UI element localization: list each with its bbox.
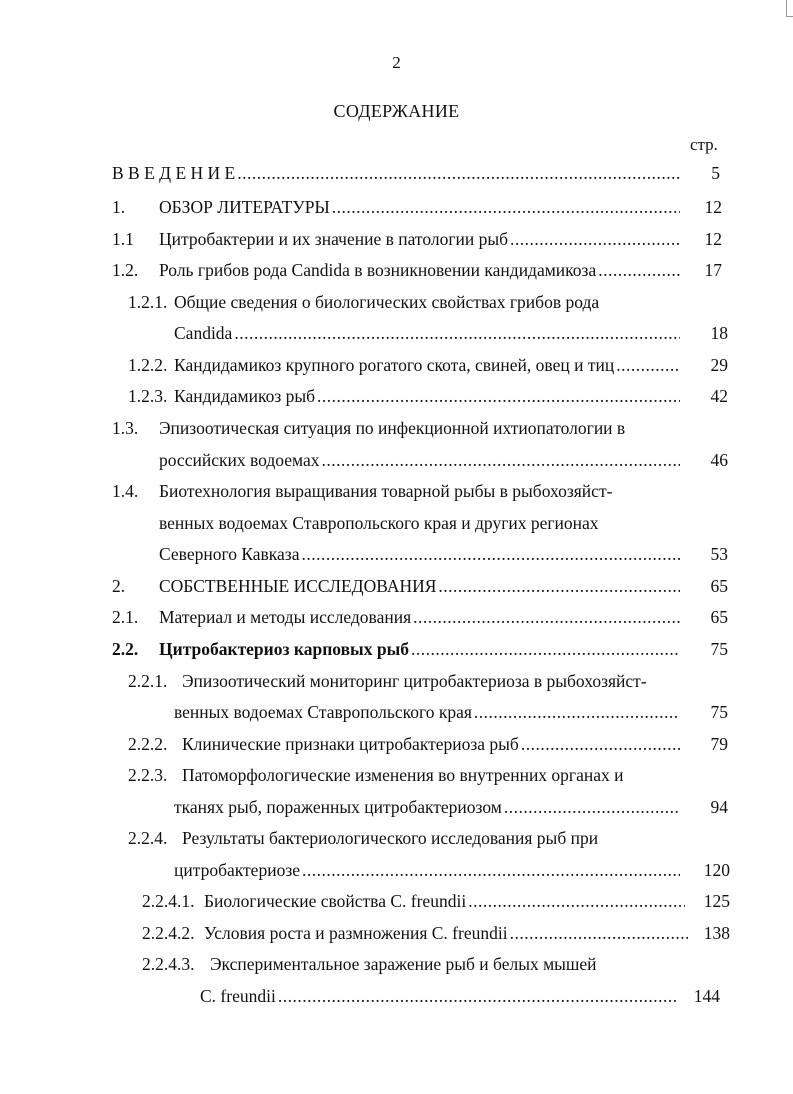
leader-dots [302, 859, 680, 881]
toc-entry-text-continued: Северного Кавказа [159, 544, 300, 564]
toc-entry-text: Патоморфологические изменения во внутренних органах и [182, 765, 624, 785]
toc-entry-page: 29 [710, 355, 728, 375]
toc-entry [159, 543, 680, 565]
toc-entry-text: СОБСТВЕННЫЕ ИССЛЕДОВАНИЯ [159, 576, 437, 596]
toc-entry-text: Биотехнология выращивания товарной рыбы в рыбохозяйст- [159, 481, 613, 501]
toc-entry [182, 733, 680, 755]
toc-entry-text: Роль грибов рода Candida в возникновении кандидамикоза [159, 260, 597, 280]
corner-mark [786, 0, 793, 17]
toc-entry-text: Клинические признаки цитробактериоза рыб [182, 734, 519, 754]
toc-entry-text: Цитробактерии и их значение в патологии рыб [159, 229, 509, 249]
toc-entry-number: 1. [112, 197, 126, 217]
toc-entry-number: 1.4. [112, 481, 139, 501]
leader-dots [413, 606, 680, 628]
leader-dots [510, 228, 680, 250]
toc-entry-page: 53 [710, 544, 728, 564]
toc-entry-text-continued: российских водоемах [159, 450, 320, 470]
toc-entry-page: 65 [710, 576, 728, 596]
toc-entry-page: 18 [710, 323, 728, 343]
toc-entry-text: Материал и методы исследования [159, 607, 412, 627]
toc-entry [159, 259, 680, 281]
leader-dots [468, 890, 685, 912]
toc-entry-number: 2.2.1. [128, 671, 168, 691]
leader-dots [411, 638, 680, 660]
toc-entry-text-continued: тканях рыб, пораженных цитробактериозом [174, 797, 502, 817]
toc-entry [174, 701, 680, 723]
page-number: 2 [392, 53, 401, 72]
toc-entry-page: 5 [711, 163, 720, 183]
toc-entry-text: В В Е Д Е Н И Е [112, 163, 236, 183]
toc-entry-page: 75 [710, 702, 728, 722]
toc-entry-page: 12 [704, 197, 722, 217]
toc-entry [112, 162, 680, 184]
leader-dots [234, 322, 680, 344]
toc-entry-page: 75 [710, 639, 728, 659]
toc-entry [204, 922, 688, 944]
page-column-header: стр. [690, 135, 718, 154]
toc-entry-text: Экспериментальное заражение рыб и белых мышей [210, 954, 597, 974]
toc-entry-number: 1.2. [112, 260, 139, 280]
toc-entry-number: 2.1. [112, 607, 139, 627]
toc-entry-page: 79 [710, 734, 728, 754]
leader-dots [510, 922, 688, 944]
toc-entry [174, 859, 680, 881]
toc-entry [174, 322, 680, 344]
toc-entry-page: 42 [710, 386, 728, 406]
toc-entry-number: 1.2.2. [128, 355, 168, 375]
toc-entry [159, 638, 680, 660]
toc-entry-page: 144 [693, 986, 720, 1006]
toc-entry-number: 2.2.4.2. [142, 923, 195, 943]
toc-entry-text: Результаты бактериологического исследования рыб при [182, 828, 599, 848]
toc-entry-text-continued: венных водоемах Ставропольского края и других регионах [159, 513, 599, 533]
toc-entry-page: 46 [710, 450, 728, 470]
leader-dots [474, 701, 680, 723]
toc-entry-text-continued: C. freundii [200, 986, 276, 1006]
toc-entry-number: 1.2.3. [128, 386, 168, 406]
toc-entry-page: 94 [710, 797, 728, 817]
toc-entry [159, 196, 680, 218]
leader-dots [317, 385, 680, 407]
toc-entry-text-continued: Candida [174, 323, 233, 343]
toc-entry [174, 385, 680, 407]
toc-entry-number: 1.2.1. [128, 292, 168, 312]
toc-entry-text: Цитробактериоз карповых рыб [159, 639, 409, 659]
toc-entry-number: 2. [112, 576, 126, 596]
toc-entry [174, 354, 680, 376]
toc-entry-page: 138 [703, 923, 730, 943]
toc-entry-text: Общие сведения о биологических свойствах грибов рода [174, 292, 600, 312]
toc-entry-text: Эпизоотическая ситуация по инфекционной ихтиопатологии в [159, 418, 626, 438]
leader-dots [521, 733, 680, 755]
toc-entry-page: 125 [703, 891, 730, 911]
toc-entry-page: 17 [704, 260, 722, 280]
toc-entry [159, 575, 680, 597]
toc-entry-text: Кандидамикоз рыб [174, 386, 316, 406]
toc-entry [159, 228, 680, 250]
leader-dots [321, 449, 680, 471]
leader-dots [278, 985, 678, 1007]
toc-entry-number: 2.2.4.1. [142, 891, 195, 911]
toc-entry-number: 2.2. [112, 639, 139, 659]
toc-entry-page: 120 [703, 860, 730, 880]
toc-entry [159, 606, 680, 628]
toc-entry-text: Условия роста и размножения C. freundii [204, 923, 508, 943]
toc-entry-text: ОБЗОР ЛИТЕРАТУРЫ [159, 197, 330, 217]
leader-dots [237, 162, 680, 184]
leader-dots [616, 354, 680, 376]
toc-entry-text-continued: венных водоемах Ставропольского края [174, 702, 472, 722]
leader-dots [301, 543, 680, 565]
toc-entry [200, 985, 678, 1007]
toc-entry-number: 1.1 [112, 229, 134, 249]
leader-dots [438, 575, 680, 597]
toc-entry [159, 449, 680, 471]
toc-entry-number: 2.2.2. [128, 734, 168, 754]
toc-entry-text: Биологические свойства C. freundii [204, 891, 467, 911]
leader-dots [598, 259, 680, 281]
toc-entry-number: 2.2.4. [128, 828, 168, 848]
toc-entry-number: 2.2.4.3. [142, 954, 195, 974]
toc-entry [204, 890, 685, 912]
toc-entry-page: 12 [704, 229, 722, 249]
toc-entry-text: Эпизоотический мониторинг цитробактериоза в рыбохозяйст- [182, 671, 647, 691]
toc-entry-text: Кандидамикоз крупного рогатого скота, свиней, овец и тиц [174, 355, 615, 375]
toc-entry-number: 1.3. [112, 418, 139, 438]
toc-entry-number: 2.2.3. [128, 765, 168, 785]
toc-entry-page: 65 [710, 607, 728, 627]
toc-entry [174, 796, 680, 818]
leader-dots [332, 196, 680, 218]
leader-dots [504, 796, 680, 818]
page-title: СОДЕРЖАНИЕ [333, 101, 460, 121]
toc-entry-text-continued: цитробактериозе [174, 860, 300, 880]
